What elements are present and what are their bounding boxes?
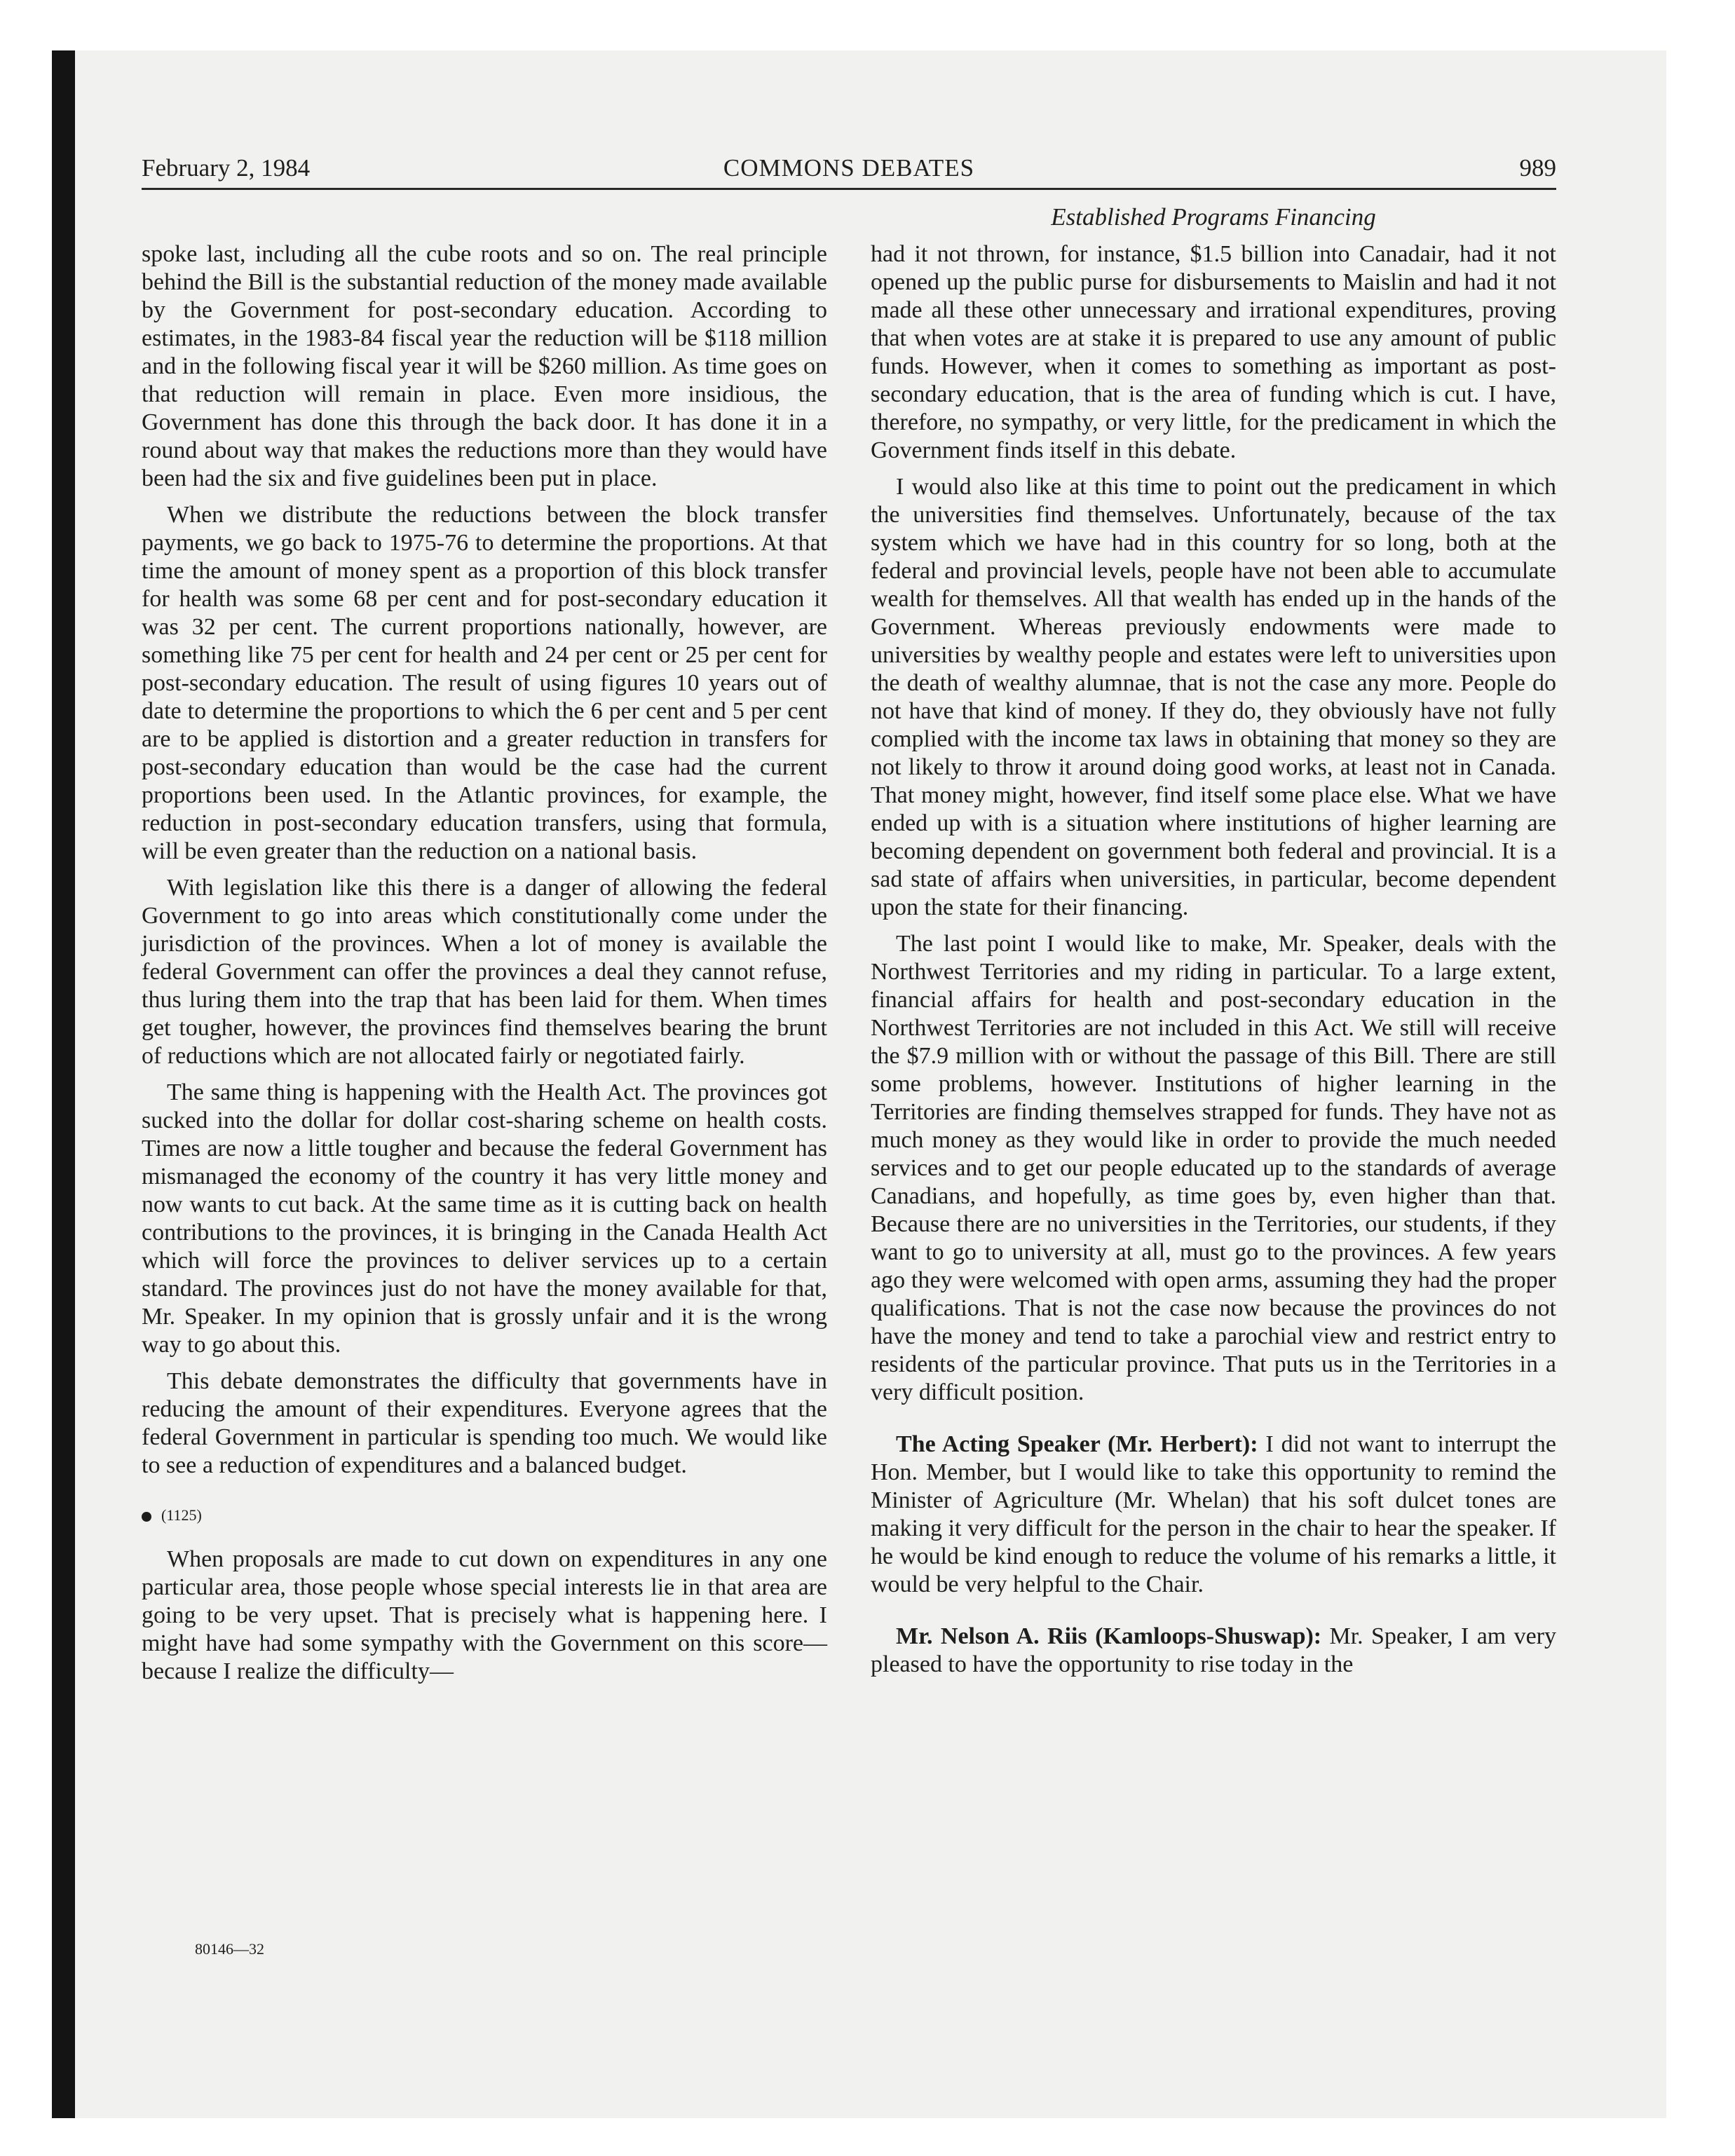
bullet-icon — [142, 1512, 151, 1522]
left-paragraph-2: When we distribute the reductions between the block transfer payments, we go back to 1975-76 to determine the proportions. At that time the amount of money spent as a proportion of this block transfer for health was some 68 per cent and for post-secondary education it was 32 per cent. The current proportions nationally, however, are something like 75 per cent for health and 24 per cent or 25 per cent for post-secondary education. The result of using figures 10 years out of date to determine the proportions to which the 6 per cent and 5 per cent are to be applied is distortion and a greater reduction in transfers for post-secondary education than would be the case had the current proportions been used. In the Atlantic provinces, for example, the reduction in post-secondary education transfers, using that formula, will be even greater than the reduction on a national basis. — [142, 502, 827, 864]
speaker-intervention-2 — [871, 1623, 1556, 1679]
left-paragraph-3: With legislation like this there is a danger of allowing the federal Government to go into areas which constitutionally come under the jurisdiction of the provinces. When a lot of money is available the federal Government can offer the provinces a deal they cannot refuse, thus luring them into the trap that has been laid for them. When times get tougher, however, the provinces find themselves bearing the brunt of reductions which are not allocated fairly or negotiated fairly. — [142, 875, 827, 1069]
speaker-text-2: Mr. Speaker, I am very pleased to have the opportunity to rise today in the — [871, 1623, 1557, 1677]
left-text-column — [142, 240, 827, 1694]
header-date: February 2, 1984 — [142, 154, 311, 182]
right-paragraph-2: I would also like at this time to point out the predicament in which the universities find themselves. Unfortunately, because of the tax system which we have had in this country for so long, both at the federal and provincial levels, people have not been able to accumulate wealth for themselves. All that wealth has ended up in the hands of the Government. Whereas previously endowments were made to universities by wealthy people and estates were left to universities upon the death of wealthy alumnae, that is not the case any more. People do not have that kind of money. If they do, they obviously have not fully complied with the income tax laws in obtaining that money so they are not likely to throw it around doing good works, at least not in Canada. That money might, however, find itself some place else. What we have ended up with is a situation where institutions of higher learning are becoming dependent on government both federal and provincial. It is a sad state of affairs when universities, in particular, become dependent upon the state for their financing. — [871, 474, 1556, 920]
left-paragraph-5: This debate demonstrates the difficulty that governments have in reducing the amount of their expenditures. Everyone agrees that the federal Government in particular is spending too much. We would like to see a reduction of expenditures and a balanced budget. — [142, 1368, 827, 1478]
time-marker-text: (1125) — [161, 1506, 202, 1524]
right-paragraph-1: had it not thrown, for instance, $1.5 billion into Canadair, had it not opened up the public purse for disbursements to Maislin and had it not made all these other unnecessary and irrational expenditures, proving that when votes are at stake it is prepared to use any amount of public funds. However, when it comes to something as important as post-secondary education, that is the area of funding which is cut. I have, therefore, no sympathy, or very little, for the predicament in which the Government finds itself in this debate. — [871, 241, 1556, 463]
speaker-intervention-1 — [871, 1431, 1556, 1599]
speaker-name-2: Mr. Nelson A. Riis (Kamloops-Shuswap): — [896, 1623, 1322, 1649]
speaker-name-1: The Acting Speaker (Mr. Herbert): — [896, 1431, 1258, 1457]
speaker-text-1: I did not want to interrupt the Hon. Member, but I would like to take this opportunity to remind the Minister of Agriculture (Mr. Whelan) that his soft dulcet tones are making it very difficult for the person in the chair to hear the speaker. If he would be kind enough to reduce the volume of his remarks a little, it would be very helpful to the Chair. — [871, 1431, 1557, 1597]
header-page-number: 989 — [1519, 154, 1556, 182]
right-text-column — [871, 240, 1556, 1687]
left-paragraph-1: spoke last, including all the cube roots and so on. The real principle behind the Bill is the substantial reduction of the money made available by the Government for post-secondary education. According to estimates, in the 1983-84 fiscal year the reduction will be $118 million and in the following fiscal year it will be $260 million. As time goes on that reduction will remain in place. Even more insidious, the Government has done this through the back door. It has done it in a round about way that makes the reductions more than they would have been had the six and five guidelines been put in place. — [142, 241, 827, 491]
print-code: 80146—32 — [195, 1940, 264, 1958]
running-header — [142, 147, 1556, 190]
header-publication-title: COMMONS DEBATES — [723, 154, 975, 182]
left-paragraph-4: The same thing is happening with the Health Act. The provinces got sucked into the dollar for dollar cost-sharing scheme on health costs. Times are now a little tougher and because the federal Government has mismanaged the economy of the country it has very little money and now wants to cut back. At the same time as it is cutting back on health contributions to the provinces, it is bringing in the Canada Health Act which will force the provinces to deliver services up to a certain standard. The provinces just do not have the money available for that, Mr. Speaker. In my opinion that is grossly unfair and it is the wrong way to go about this. — [142, 1079, 827, 1358]
section-heading: Established Programs Financing — [1051, 203, 1376, 231]
left-paragraph-6: When proposals are made to cut down on expenditures in any one particular area, those people whose special interests lie in that area are going to be very upset. That is precisely what is happening here. I might have had some sympathy with the Government on this score—because I realize the difficulty— — [142, 1546, 827, 1684]
time-marker — [142, 1505, 827, 1526]
right-paragraph-3: The last point I would like to make, Mr. Speaker, deals with the Northwest Territories and my riding in particular. To a large extent, financial affairs for health and post-secondary education in the Northwest Territories are not included in this Act. We still will receive the $7.9 million with or without the passage of this Bill. There are still some problems, however. Institutions of higher learning in the Territories are finding themselves strapped for funds. They have not as much money as they would like in order to provide the much needed services and to get our people educated up to the standards of average Canadians, and hopefully, as time goes by, even higher than that. Because there are no universities in the Territories, our students, if they want to go to university at all, must go to the provinces. A few years ago they were welcomed with open arms, assuming they had the proper qualifications. That is not the case now because the provinces do not have the money and tend to take a parochial view and restrict entry to residents of the particular province. That puts us in the Territories in a very difficult position. — [871, 931, 1556, 1405]
binding-edge-shadow — [52, 50, 75, 2118]
